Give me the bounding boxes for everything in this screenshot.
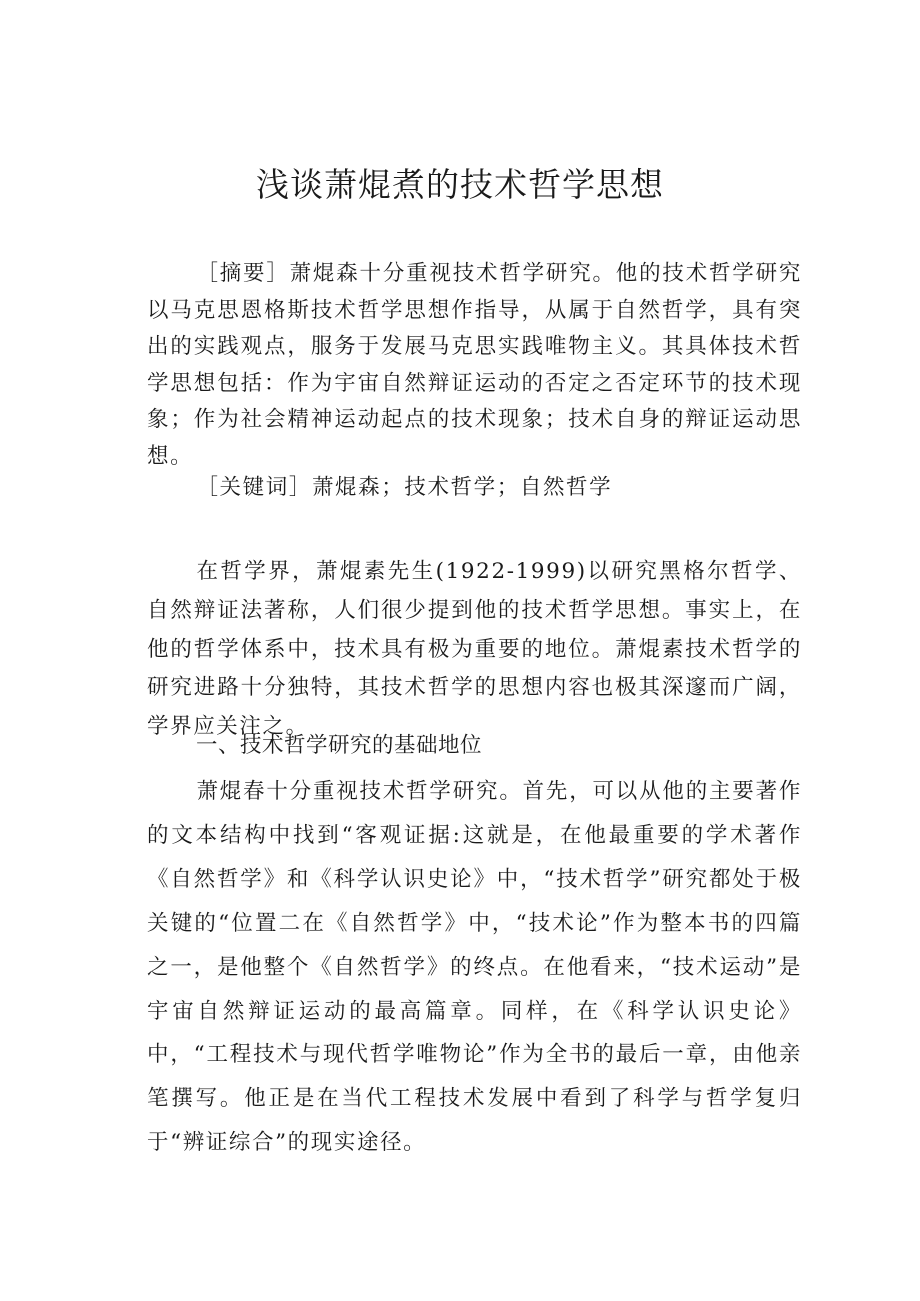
section-heading: 一、技术哲学研究的基础地位 [196,733,483,758]
keywords-line: ［关键词］萧焜森；技术哲学；自然哲学 [196,475,613,500]
intro-paragraph: 在哲学界，萧焜素先生(1922-1999)以研究黑格尔哲学、自然辩证法著称，人们很少提到他的技术哲学思想。事实上，在他的哲学体系中，技术具有极为重要的地位。萧焜素技术哲学的研究进路十分独特，其技术哲学的思想内容也极其深邃而广阔，学界应关注之。 [147,559,802,740]
section-paragraph: 萧焜春十分重视技术哲学研究。首先，可以从他的主要著作的文本结构中找到“客观证据:这就是，在他最重要的学术著作《自然哲学》和《科学认识史论》中，“技术哲学”研究都处于极关键的“位置二在《自然哲学》中，“技术论”作为整本书的四篇之一，是他整个《自然哲学》的终点。在他看来，“技术运动”是宇宙自然辩证运动的最高篇章。同样，在《科学认识史论》中，“工程技术与现代哲学唯物论”作为全书的最后一章，由他亲笔撰写。他正是在当代工程技术发展中看到了科学与哲学复归于“辨证综合”的现实途径。 [147,779,802,1156]
abstract-paragraph: ［摘要］萧焜森十分重视技术哲学研究。他的技术哲学研究以马克思恩格斯技术哲学思想作指导，从属于自然哲学，具有突出的实践观点，服务于发展马克思实践唯物主义。其具体技术哲学思想包括：作为宇宙自然辩证运动的否定之否定环节的技术现象；作为社会精神运动起点的技术现象；技术自身的辩证运动思想。 [147,261,802,469]
document-title: 浅谈萧焜煮的技术哲学思想 [256,165,664,204]
